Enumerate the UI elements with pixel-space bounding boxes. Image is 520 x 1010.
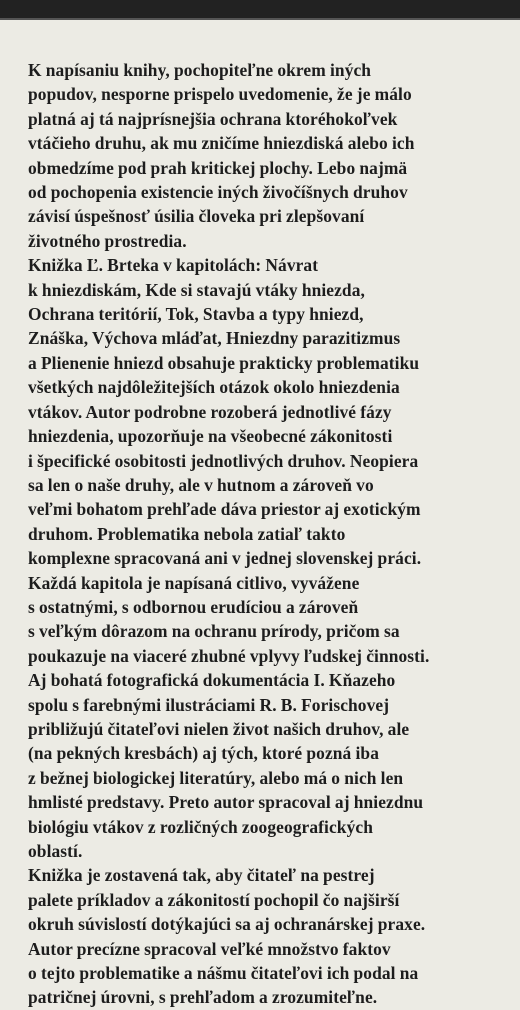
text-line: K napísaniu knihy, pochopiteľne okrem iných xyxy=(28,60,372,80)
text-line: i špecifické osobitosti jednotlivých druhov. Neopiera xyxy=(28,450,419,471)
top-edge-bar xyxy=(0,0,520,20)
text-line: závisí úspešnosť úsilia človeka pri zlepšovaní xyxy=(28,206,365,227)
text-line: oblastí. xyxy=(28,841,83,861)
text-line: popudov, nesporne prispelo uvedomenie, že je málo xyxy=(28,84,412,105)
text-line: biológiu vtákov z rozličných zoogeografických xyxy=(28,816,373,837)
text-line: platná aj tá najprísnejšia ochrana ktoréhokoľvek xyxy=(28,108,398,129)
text-line: vtáčieho druhu, ak mu zničíme hniezdiská alebo ich xyxy=(28,133,415,154)
text-line: poukazuje na viaceré zhubné vplyvy ľudskej činnosti. xyxy=(28,645,430,666)
text-line: Knižka je zostavená tak, aby čitateľ na pestrej xyxy=(28,865,375,886)
text-line: obmedzíme pod prah kritickej plochy. Lebo najmä xyxy=(28,157,408,178)
text-line: druhom. Problematika nebola zatiaľ takto xyxy=(28,523,346,544)
text-line: hmlisté predstavy. Preto autor spracoval aj hniezdnu xyxy=(28,792,424,813)
text-line: Každá kapitola je napísaná citlivo, vyvážene xyxy=(28,572,360,593)
text-line: veľmi bohatom prehľade dáva priestor aj exotickým xyxy=(28,499,421,520)
text-line: približujú čitateľovi nielen život našich druhov, ale xyxy=(28,718,410,739)
text-line: životného prostredia. xyxy=(28,230,187,251)
text-line: patričnej úrovni, s prehľadom a zrozumiteľne. xyxy=(28,987,378,1008)
text-line: hniezdenia, upozorňuje na všeobecné zákonitosti xyxy=(28,426,393,447)
text-line: Autor precízne spracoval veľké množstvo faktov xyxy=(28,938,391,959)
text-line: vtákov. Autor podrobne rozoberá jednotlivé fázy xyxy=(28,401,392,422)
book-blurb-text xyxy=(28,58,512,1010)
text-line: s veľkým dôrazom na ochranu prírody, pričom sa xyxy=(28,621,400,642)
text-line: palete príkladov a zákonitostí pochopil čo najširší xyxy=(28,889,400,910)
text-line: Znáška, Výchova mláďat, Hniezdny parazitizmus xyxy=(28,328,401,349)
text-line: Aj bohatá fotografická dokumentácia I. Kňazeho xyxy=(28,670,396,691)
text-line: sa len o naše druhy, ale v hutnom a zároveň vo xyxy=(28,474,374,495)
text-line: spolu s farebnými ilustráciami R. B. Forischovej xyxy=(28,694,390,715)
text-line: k hniezdiskám, Kde si stavajú vtáky hniezda, xyxy=(28,279,365,300)
text-line: Ochrana teritórií, Tok, Stavba a typy hniezd, xyxy=(28,304,364,325)
text-line: o tejto problematike a nášmu čitateľovi ich podal na xyxy=(28,963,419,984)
text-line: komplexne spracovaná ani v jednej slovenskej práci. xyxy=(28,548,422,569)
text-line: a Plienenie hniezd obsahuje prakticky problematiku xyxy=(28,352,420,373)
text-line: okruh súvislostí dotýkajúci sa aj ochranárskej praxe. xyxy=(28,914,426,935)
text-line: (na pekných kresbách) aj tých, ktoré pozná iba xyxy=(28,743,379,764)
text-line: s ostatnými, s odbornou erudíciou a zároveň xyxy=(28,596,359,617)
text-line: z bežnej biologickej literatúry, alebo má o nich len xyxy=(28,767,404,788)
text-line: od pochopenia existencie iných živočíšnych druhov xyxy=(28,182,408,203)
text-line: všetkých najdôležitejších otázok okolo hniezdenia xyxy=(28,377,400,398)
text-line: Knižka Ľ. Brteka v kapitolách: Návrat xyxy=(28,255,319,276)
